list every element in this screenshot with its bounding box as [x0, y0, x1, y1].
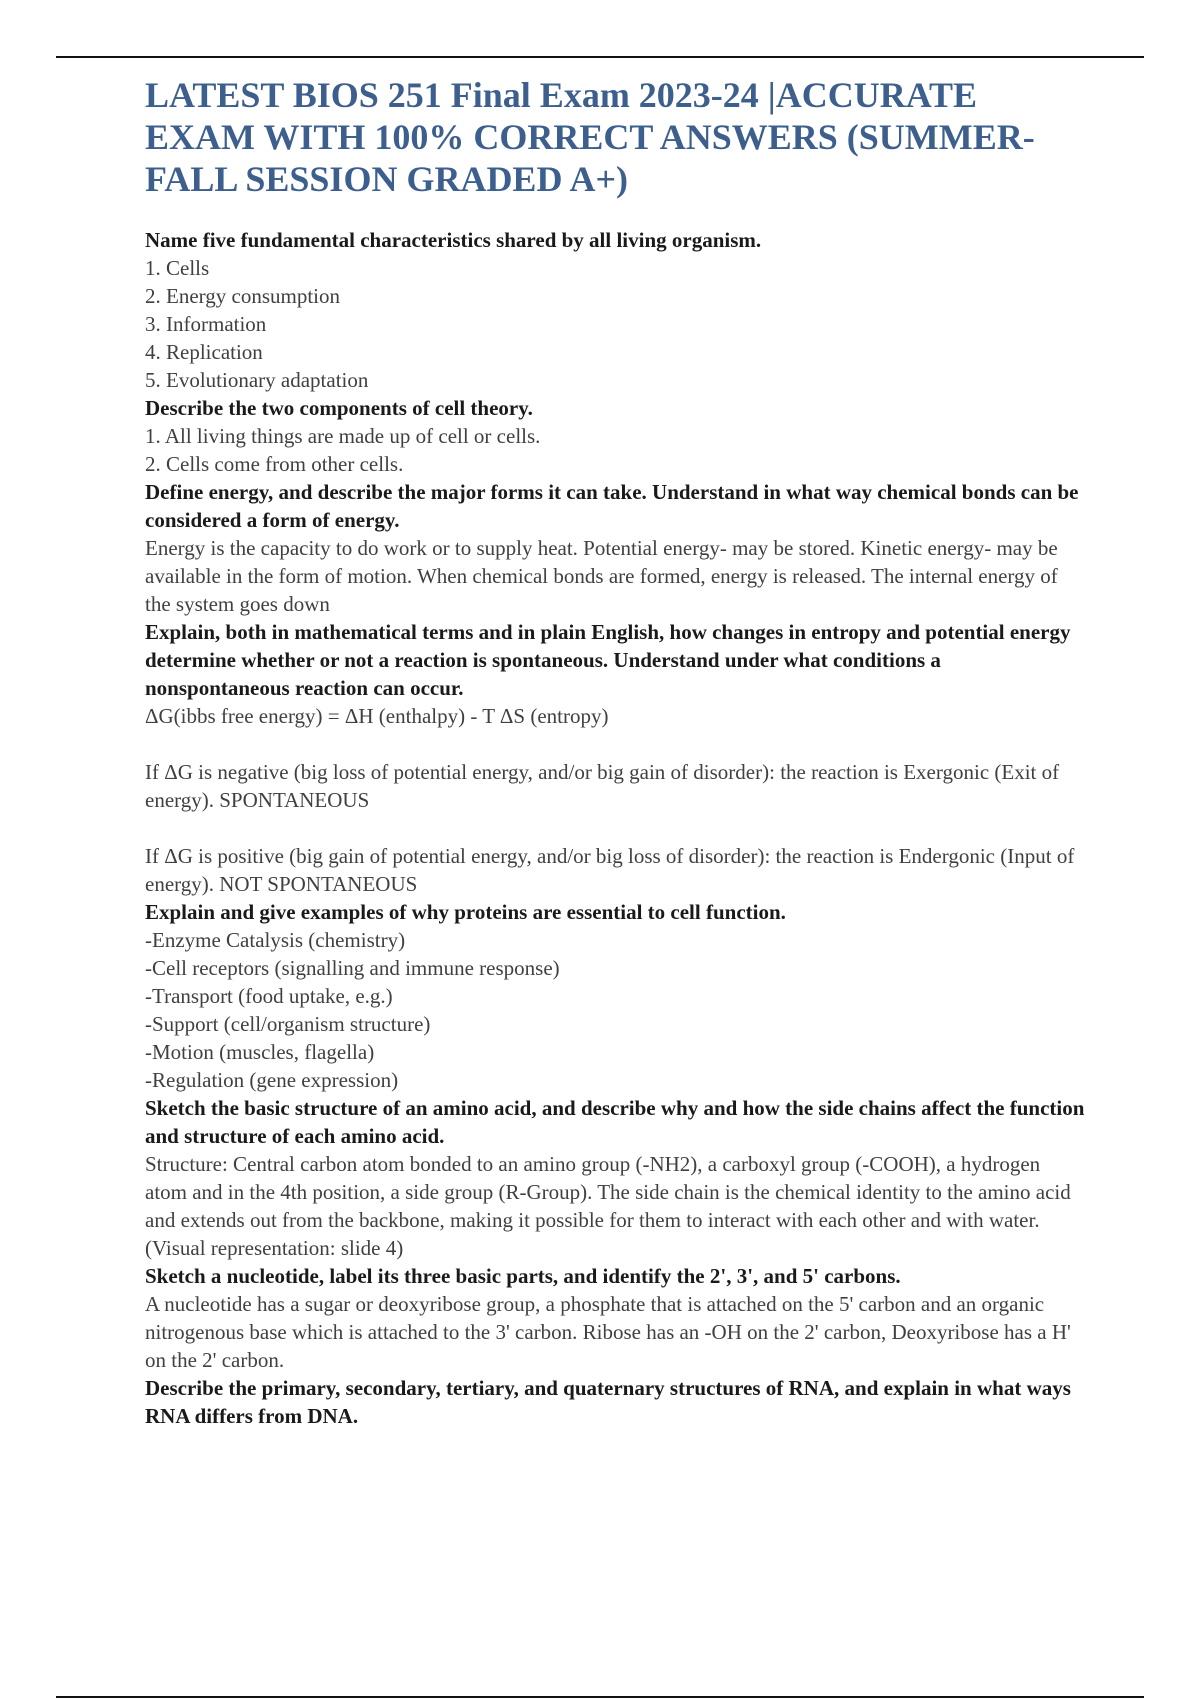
document-page	[145, 74, 1085, 1430]
answer-text: -Support (cell/organism structure)	[145, 1012, 431, 1036]
qa-item	[145, 618, 1085, 898]
qa-item	[145, 898, 1085, 1094]
answer-text: 2. Cells come from other cells.	[145, 452, 404, 476]
answer-text: 4. Replication	[145, 340, 263, 364]
footer-rule	[56, 1696, 1144, 1698]
answer-text: 5. Evolutionary adaptation	[145, 368, 369, 392]
answer-text: Energy is the capacity to do work or to supply heat. Potential energy- may be stored. Kinetic energy- may be available in the form of motion. When chemical bonds are formed, energy is released. The internal energy of the system goes down	[145, 536, 1058, 616]
question-text: Explain, both in mathematical terms and in plain English, how changes in entropy and potential energy determine whether or not a reaction is spontaneous. Understand under what conditions a nonspontaneous reaction can occur.	[145, 620, 1071, 700]
question-text: Sketch the basic structure of an amino acid, and describe why and how the side chains affect the function and structure of each amino acid.	[145, 1096, 1085, 1148]
answer-text: -Cell receptors (signalling and immune response)	[145, 956, 560, 980]
answer-text: 2. Energy consumption	[145, 284, 341, 308]
question-text: Describe the two components of cell theory.	[145, 396, 533, 420]
blank-line	[145, 814, 1085, 842]
header-rule	[56, 56, 1144, 58]
answer-text: 1. Cells	[145, 256, 210, 280]
question-text: Sketch a nucleotide, label its three basic parts, and identify the 2', 3', and 5' carbons.	[145, 1264, 901, 1288]
blank-line	[145, 730, 1085, 758]
question-text: Name five fundamental characteristics shared by all living organism.	[145, 228, 762, 252]
answer-text: If ΔG is negative (big loss of potential energy, and/or big gain of disorder): the reaction is Exergonic (Exit of energy). SPONTANEOUS	[145, 760, 1060, 812]
qa-list	[145, 226, 1085, 1430]
answer-text: If ΔG is positive (big gain of potential energy, and/or big loss of disorder): the reaction is Endergonic (Input of energy). NOT SPONTANEOUS	[145, 844, 1075, 896]
answer-text: -Enzyme Catalysis (chemistry)	[145, 928, 406, 952]
answer-text: 1. All living things are made up of cell or cells.	[145, 424, 541, 448]
qa-item	[145, 226, 1085, 394]
document-title: LATEST BIOS 251 Final Exam 2023-24 |ACCURATE EXAM WITH 100% CORRECT ANSWERS (SUMMER-FALL SESSION GRADED A+)	[145, 75, 1035, 199]
answer-text: A nucleotide has a sugar or deoxyribose group, a phosphate that is attached on the 5' carbon and an organic nitrogenous base which is attached to the 3' carbon. Ribose has an -OH on the 2' carbon, Deoxyribose has a H' on the 2' carbon.	[145, 1292, 1071, 1372]
answer-text: -Transport (food uptake, e.g.)	[145, 984, 393, 1008]
answer-text: 3. Information	[145, 312, 267, 336]
question-text: Define energy, and describe the major forms it can take. Understand in what way chemical bonds can be considered a form of energy.	[145, 480, 1079, 532]
qa-item	[145, 394, 1085, 478]
answer-text: -Regulation (gene expression)	[145, 1068, 399, 1092]
question-text: Explain and give examples of why proteins are essential to cell function.	[145, 900, 786, 924]
qa-item	[145, 1094, 1085, 1262]
answer-text: Structure: Central carbon atom bonded to an amino group (-NH2), a carboxyl group (-COOH), a hydrogen atom and in the 4th position, a side group (R-Group). The side chain is the chemical identity to the amino acid and extends out from the backbone, making it possible for them to interact with each other and with water. (Visual representation: slide 4)	[145, 1152, 1071, 1260]
qa-item	[145, 1262, 1085, 1374]
qa-item	[145, 1374, 1085, 1430]
answer-text: ΔG(ibbs free energy) = ΔH (enthalpy) - T ΔS (entropy)	[145, 704, 609, 728]
question-text: Describe the primary, secondary, tertiary, and quaternary structures of RNA, and explain in what ways RNA differs from DNA.	[145, 1376, 1071, 1428]
answer-text: -Motion (muscles, flagella)	[145, 1040, 375, 1064]
qa-item	[145, 478, 1085, 618]
